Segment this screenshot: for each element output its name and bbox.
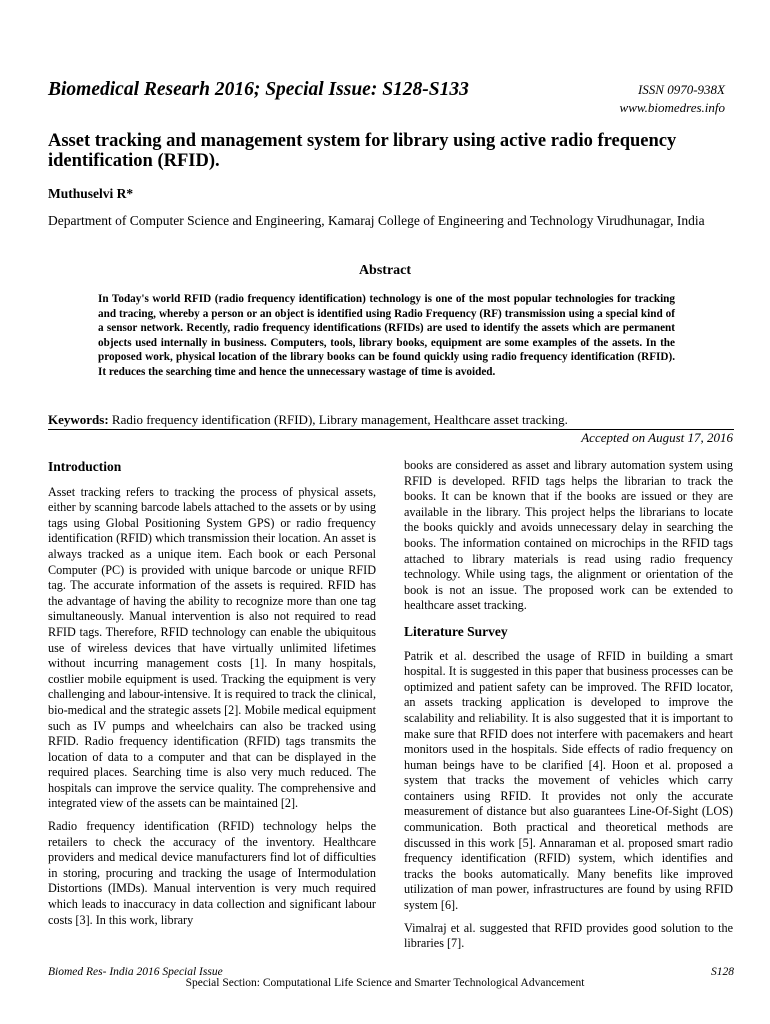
journal-title: Biomedical Researh 2016; Special Issue: S128-S133 — [48, 79, 469, 100]
abstract-text: In Today's world RFID (radio frequency identification) technology is one of the most popular technologies for tracking and tracing, whereby a person or an object is identified using Radio Frequency (RF) transmission using a special kind of a sensor network. Recently, radio frequency identifications (RFIDs) are used to identify the assets which are permanent objects used internally in business. Computers, tools, library books, equipment are some examples of the assets. In the proposed work, physical location of the library books can be found quickly using radio frequency identification (RFID). It reduces the searching time and hence the unnecessary wastage of time is avoided. — [98, 293, 675, 378]
literature-paragraph: Patrik et al. described the usage of RFID in building a smart hospital. It is suggested in this paper that business processes can be optimized and patient safety can be improved. The RFID locator, an assets tracking application is developed to improve the scalability and reliability. It is also suggested that it is important to make sure that RFID does not interfere with pacemakers and heart monitors used in the hospitals. Side effects of radio frequency on human beings have to be clarified [4]. Hoon et al. proposed a system that tracks the movement of vehicles which carry containers using RFID. It provides not only the accurate measurement of distance but also guarantees Line-Of-Sight (LOS) communication. Both practical and theoretical methods are discussed in this work [5]. Annaraman et al. proposed smart radio frequency identification (RFID) system, which identifies and tracks the books automatically. Many benefits like improved utilization of man power, infrastructures are found by using RFID system [6]. — [404, 648, 733, 913]
keywords — [48, 412, 734, 428]
author-name: Muthuselvi R* — [48, 186, 134, 201]
abstract-heading: Abstract — [358, 263, 412, 278]
introduction-heading: Introduction — [48, 459, 122, 474]
paper-title: Asset tracking and management system for library using active radio frequency identification (RFID). — [48, 131, 677, 171]
introduction-paragraph-continued: books are considered as asset and library automation system using RFID is developed. RFID tags helps the librarian to track the books. It can be known that if the books are issued or they are available in the library. This project helps the librarians to locate the books quickly and avoids unnecessary delay in searching the books. The information contained on microchips in the RFID tags attached to library materials is read using radio frequency technology. While using tags, the alignment or orientation of the book is not an issue. The proposed work can be extended to healthcare asset tracking. — [404, 458, 733, 613]
introduction-paragraph: Asset tracking refers to tracking the process of physical assets, either by scanning barcode labels attached to the assets or by using tags using Global Positioning System GPS) or radio frequency identification (RFID) which transmission their location. An asset is always tracked as a unique item. Each book or each Personal Computer (PC) is provided with unique barcode or unique RFID tag. The accurate information of the assets is required. RFID has the advantage of having the ability to recognize more than one tag simultaneously. Manual intervention is also not required to read RFID tags. Therefore, RFID technology can enable the ubiquitous use of wireless devices that have virtually unlimited lifetimes without incurring management costs [1]. In many hospitals, costlier mobile equipment is used. Tracking the equipment is very challenging and labour-intensive. It is required to track the clinical, bio-medical and the strategic assets [2]. Mobile medical equipment such as IV pumps and wheelchairs can also be tracked using RFID. Radio frequency identification (RFID) tags transmits the location of data to a computer and that can be displayed in the required places. Searching time is also very much reduced. The hospitals can improve the service quality. The comprehensive and integrated view of the assets can be maintained [2]. — [48, 484, 376, 811]
website-link[interactable]: www.biomedres.info — [619, 100, 725, 115]
journal-info — [620, 81, 725, 117]
accepted-date: Accepted on August 17, 2016 — [581, 430, 733, 445]
left-column — [48, 459, 376, 935]
introduction-paragraph: Radio frequency identification (RFID) technology helps the retailers to check the accuracy of the inventory. Healthcare providers and medical device manufacturers find lot of difficulties in storing, procuring and tracking the usage of Intermodulation Distortions (IMDs). Manual intervention is very much required which leads to inaccuracy in data collection and significant labour costs [3]. In this work, library — [48, 819, 376, 927]
footer-journal: Biomed Res- India 2016 Special Issue — [48, 966, 223, 978]
literature-survey-heading: Literature Survey — [404, 623, 508, 639]
page-number: S128 — [711, 966, 734, 978]
author-affiliation: Department of Computer Science and Engineering, Kamaraj College of Engineering and Technology Virudhunagar, India — [48, 213, 705, 228]
keywords-label: Keywords: — [48, 412, 109, 427]
keywords-text: Radio frequency identification (RFID), Library management, Healthcare asset tracking. — [111, 412, 568, 427]
literature-paragraph: Vimalraj et al. suggested that RFID provides good solution to the libraries [7]. — [404, 920, 733, 951]
right-column — [404, 458, 733, 959]
issn: ISSN 0970-938X — [637, 82, 725, 97]
footer-section: Special Section: Computational Life Science and Smarter Technological Advancement — [185, 977, 585, 989]
